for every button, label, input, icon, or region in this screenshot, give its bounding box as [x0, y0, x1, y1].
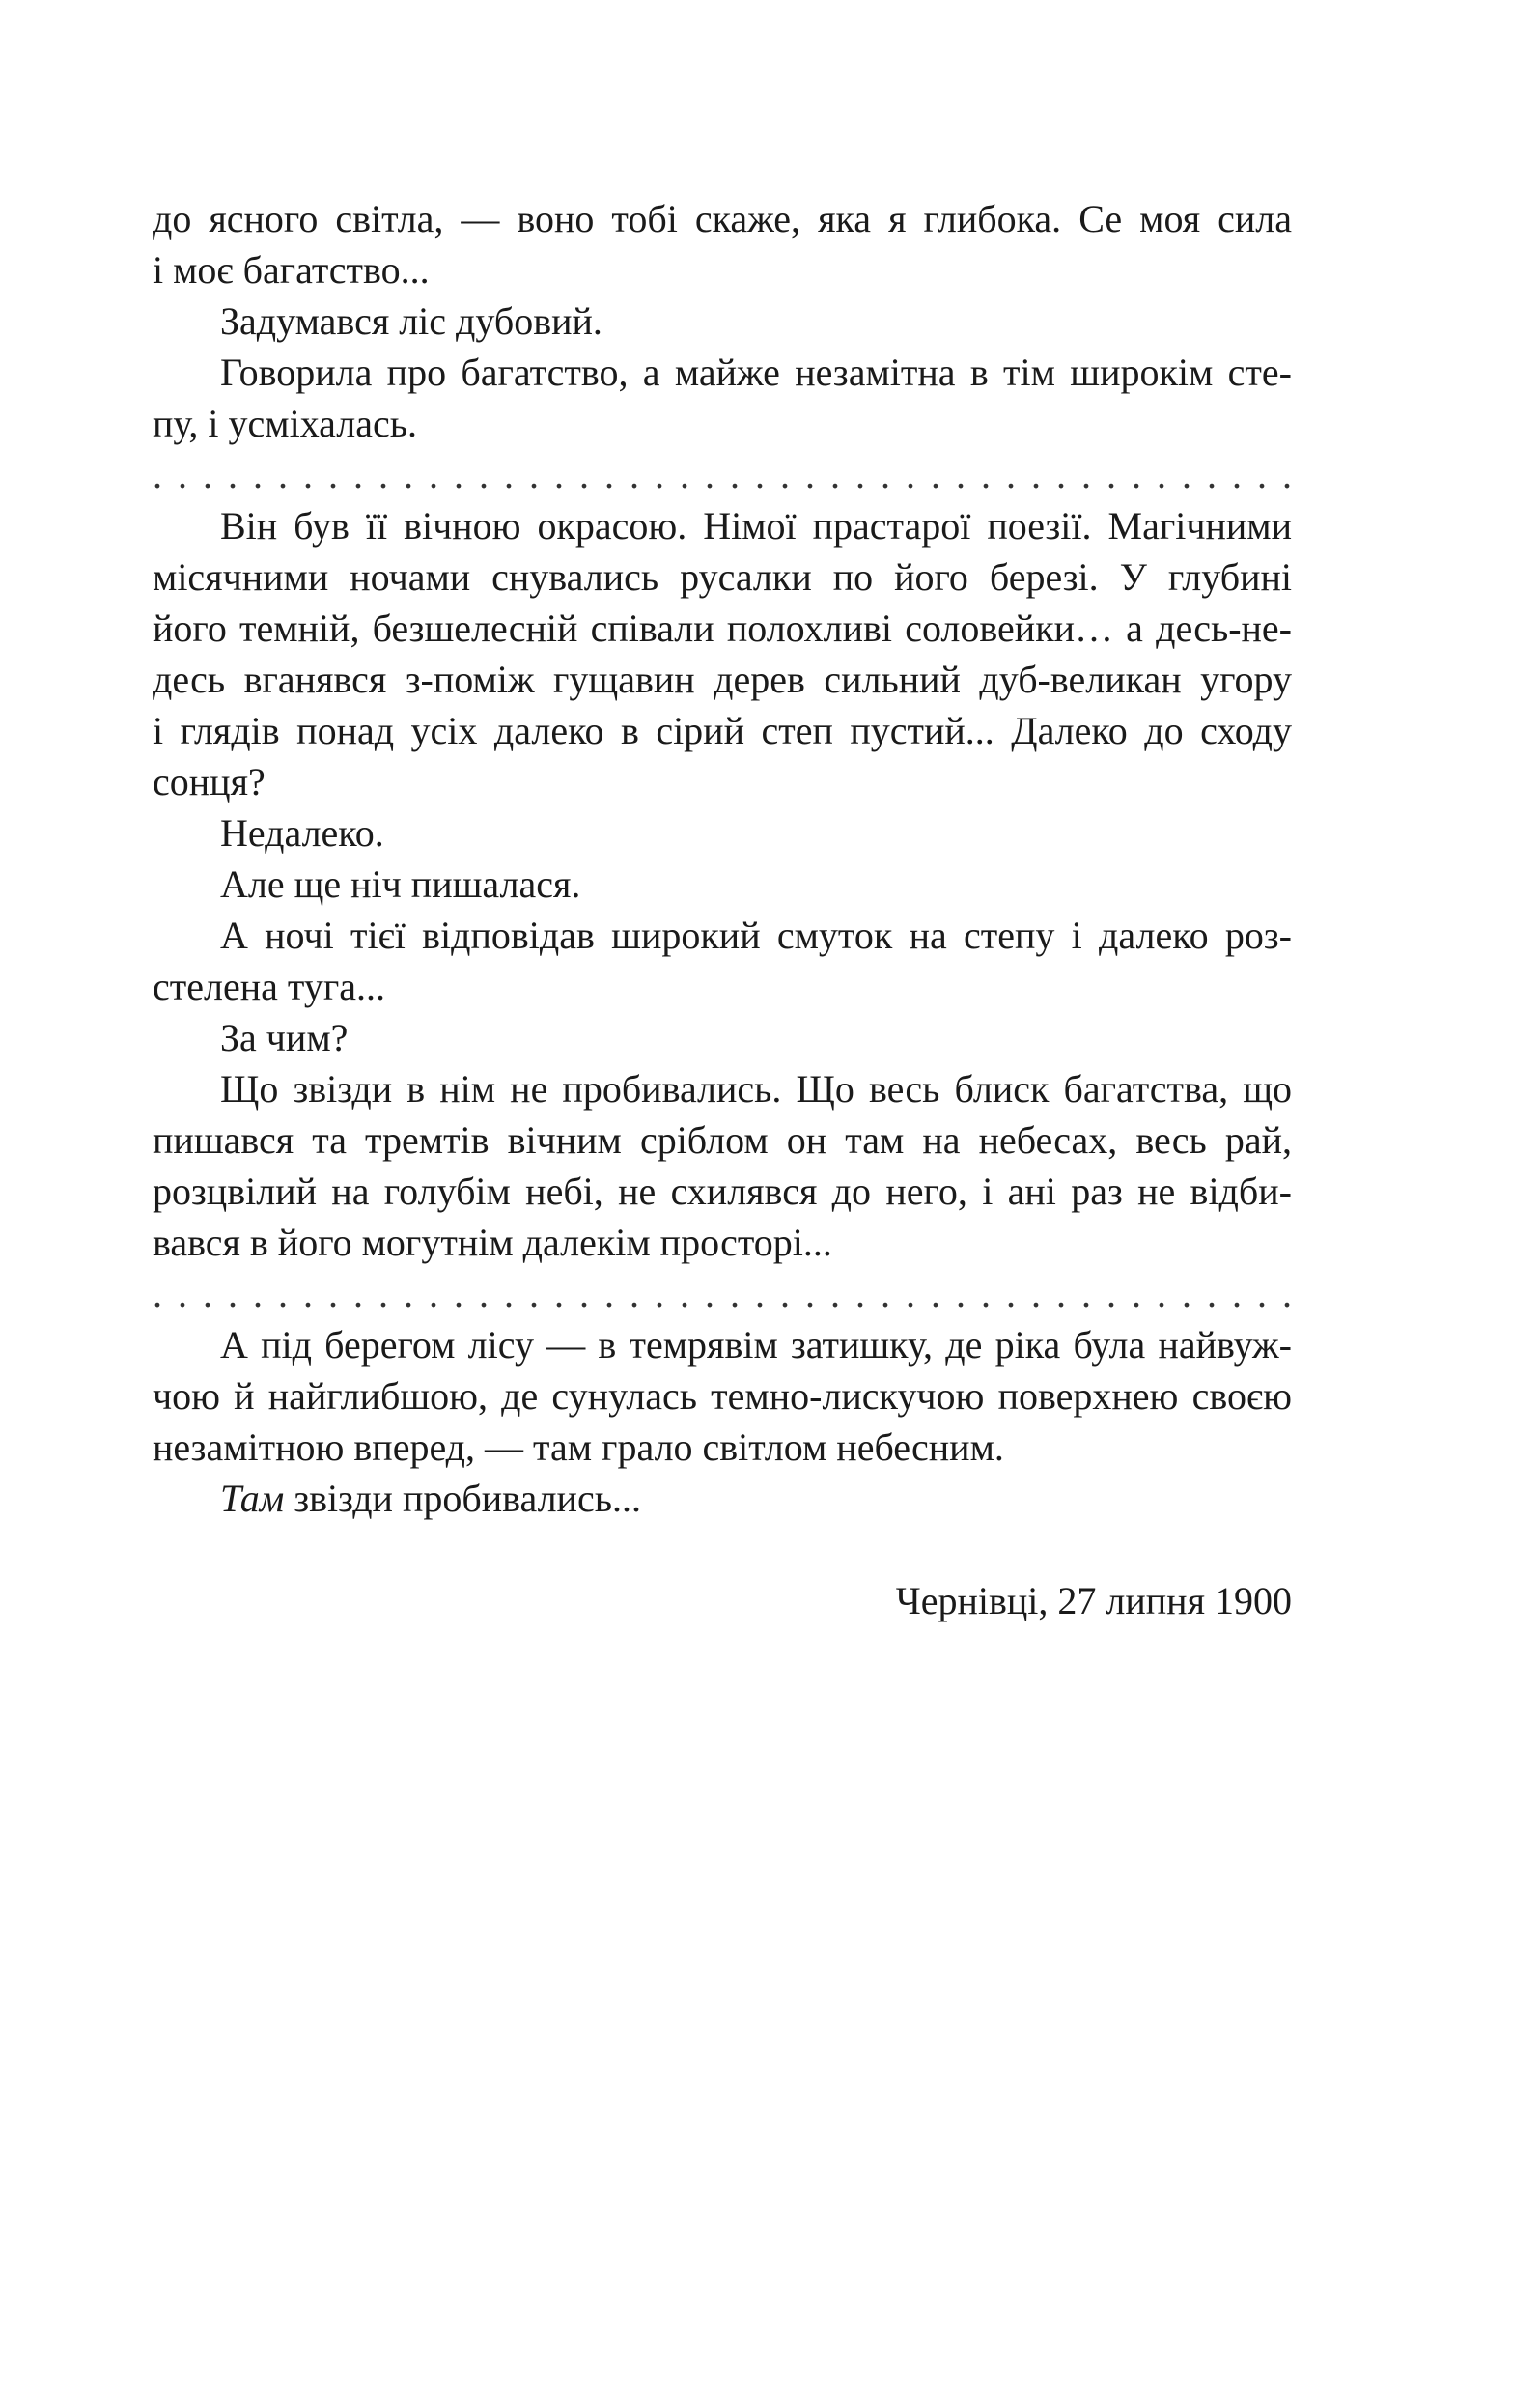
paragraph-line: сонця? [153, 760, 266, 803]
paragraph-line: А ночі тієї відповідав широкий смуток на степу і далеко роз- [220, 914, 1292, 957]
paragraph-line: до ясного світла, — воно тобі скаже, яка я глибока. Се моя сила [153, 197, 1292, 240]
paragraph-line: і моє багатство... [153, 248, 430, 292]
paragraph-line: Що звізди в нім не пробивались. Що весь блиск багатства, що [220, 1067, 1292, 1111]
section-separator: . . . . . . . . . . . . . . . . . . . . . . . . . . . . . . . . . . . . . . . . . . . . . . [153, 453, 1292, 496]
paragraph-line: чою й найглибшою, де сунулась темно-лискучою поверхнею своєю [153, 1374, 1292, 1418]
paragraph-text: звізди пробивались... [284, 1477, 641, 1520]
section-separator: . . . . . . . . . . . . . . . . . . . . . . . . . . . . . . . . . . . . . . . . . . . . . . [153, 1272, 1292, 1315]
paragraph-line: Задумався ліс дубовий. [220, 299, 602, 343]
spacer [153, 1524, 1292, 1575]
paragraph-line: розцвілий на голубім небі, не схилявся до него, і ані раз не відби- [153, 1170, 1292, 1213]
paragraph-line: місячними ночами снувались русалки по його березі. У глубині [153, 555, 1292, 599]
paragraph-line: і глядів понад усіх далеко в сірий степ пустий... Далеко до сходу [153, 709, 1292, 752]
paragraph-line: його темній, безшелесній співали полохливі соловейки… а десь-не- [153, 606, 1292, 650]
paragraph-line: незамітною вперед, — там грало світлом небесним. [153, 1425, 1004, 1469]
paragraph-line: пишався та тремтів вічним сріблом он там на небесах, весь рай, [153, 1118, 1292, 1162]
paragraph-line: вався в його могутнім далекім просторі... [153, 1221, 832, 1264]
dateline: Чернівці, 27 липня 1900 [895, 1579, 1292, 1622]
italic-word: Там [220, 1477, 285, 1520]
paragraph-line: стелена туга... [153, 965, 385, 1008]
paragraph-line: Але ще ніч пишалася. [220, 862, 581, 906]
paragraph-line: Він був її вічною окрасою. Німої прастарої поезії. Магічними [220, 504, 1292, 548]
paragraph-line: Говорила про багатство, а майже незамітна в тім широкім сте- [220, 351, 1292, 394]
paragraph-line: А під берегом лісу — в темрявім затишку, де ріка була найвуж- [220, 1323, 1292, 1367]
paragraph-line: десь вганявся з-поміж гущавин дерев сильний дуб-великан угору [153, 658, 1292, 701]
paragraph-line: пу, і усміхалась. [153, 402, 417, 445]
paragraph-line [153, 1473, 1292, 1524]
paragraph-line: За чим? [220, 1016, 349, 1059]
paragraph-line: Недалеко. [220, 811, 384, 855]
text-column [153, 193, 1292, 1626]
